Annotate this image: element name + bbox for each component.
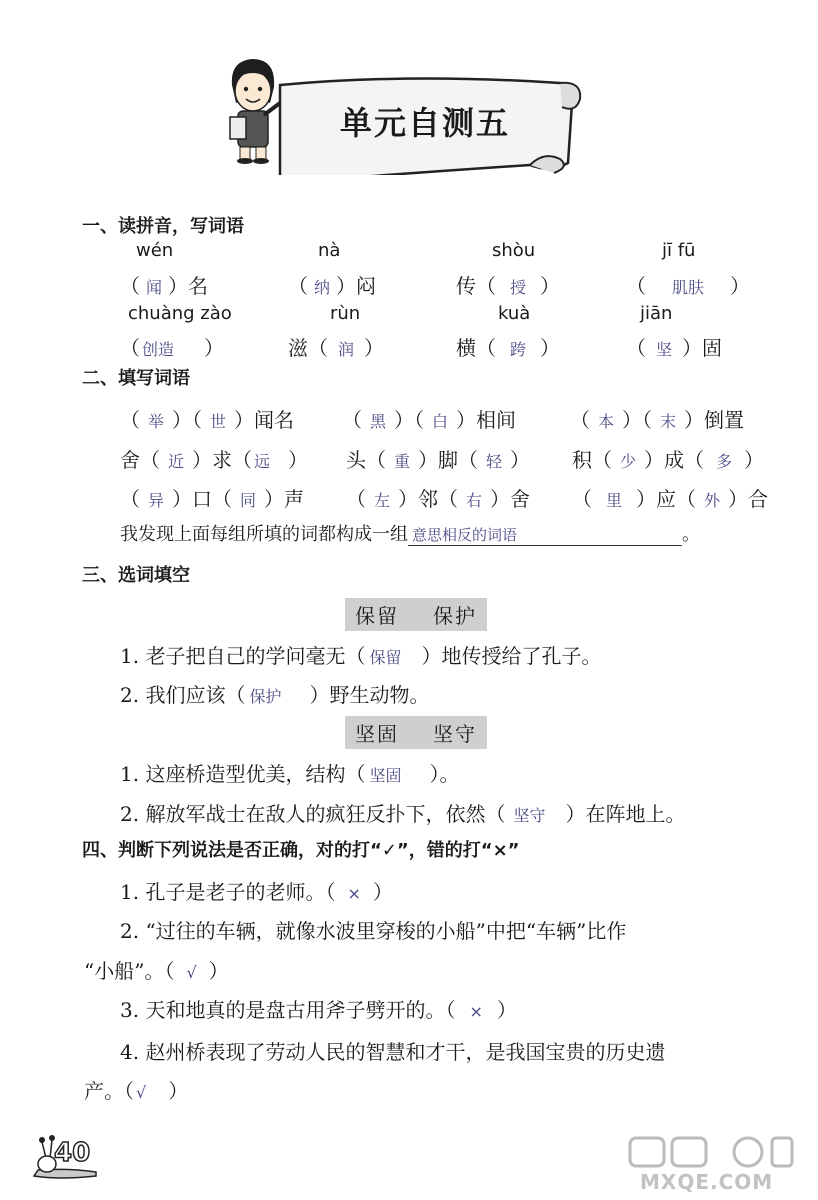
- idiom-item: 头（ 重 ）脚（ 轻 ）: [346, 448, 531, 472]
- idiom-item: 积（ 少 ）成（ 多 ）: [572, 448, 765, 472]
- finding-sentence: 我发现上面每组所填的词都构成一组 意思相反的词语 。: [120, 524, 700, 545]
- idiom-item: （ 本 ）（ 末 ）倒置: [570, 408, 745, 432]
- section-1-heading: 一、读拼音，写词语: [82, 216, 244, 237]
- pinyin-jifu: jī fū: [662, 240, 696, 261]
- pinyin-na: nà: [318, 240, 341, 261]
- judge-question: 4. 赵州桥表现了劳动人民的智慧和才干，是我国宝贵的历史遗: [120, 1040, 666, 1064]
- word-choice-box-1: 保留 保护: [345, 598, 487, 631]
- idiom-item: （ 异 ）口（ 同 ）声: [120, 487, 305, 511]
- word-item: （ 肌肤 ）: [626, 274, 751, 298]
- word-item: 横（ 跨 ）: [456, 336, 561, 360]
- fill-question: 1. 这座桥造型优美，结构（ 坚固 ）。: [120, 762, 460, 786]
- pinyin-kua: kuà: [498, 303, 531, 324]
- finding-answer: 意思相反的词语: [408, 524, 682, 546]
- section-3-heading: 三、选词填空: [82, 565, 190, 586]
- word-item: （ 纳 ）闷: [288, 274, 377, 298]
- judge-question-cont: 产。（ √ ）: [84, 1079, 189, 1103]
- judge-question-cont: “小船”。（ √ ）: [84, 959, 229, 983]
- fill-question: 2. 我们应该（ 保护 ）野生动物。: [120, 683, 430, 707]
- fill-question: 2. 解放军战士在敌人的疯狂反扑下，依然（ 坚守 ）在阵地上。: [120, 802, 686, 826]
- idiom-item: （ 里 ）应（ 外 ）合: [572, 487, 769, 511]
- judge-question: 3. 天和地真的是盘古用斧子劈开的。（ × ）: [120, 998, 517, 1022]
- watermark-logo: [626, 1134, 796, 1170]
- word-item: 传（ 授 ）: [456, 274, 561, 298]
- judge-question: 1. 孔子是老子的老师。（ × ）: [120, 880, 393, 904]
- judge-question: 2. “过往的车辆，就像水波里穿梭的小船”中把“车辆”比作: [120, 919, 627, 943]
- word-item: 滋（ 润 ）: [288, 336, 385, 360]
- pinyin-jian: jiān: [640, 303, 673, 324]
- idiom-item: （ 黑 ）（ 白 ）相间: [342, 408, 517, 432]
- word-item: （ 创造 ）: [120, 336, 225, 360]
- section-4-heading: 四、判断下列说法是否正确，对的打“✓”，错的打“×”: [82, 840, 520, 861]
- pinyin-shou: shòu: [492, 240, 536, 261]
- page-number: 40: [54, 1138, 91, 1168]
- page-title: 单元自测五: [340, 104, 511, 142]
- watermark-text: MXQE.COM: [640, 1170, 774, 1194]
- pinyin-chuangzao: chuàng zào: [128, 303, 232, 324]
- word-item: （ 坚 ）固: [626, 336, 723, 360]
- idiom-item: 舍（ 近 ）求（ 远 ）: [120, 448, 309, 472]
- section-2-heading: 二、填写词语: [82, 368, 190, 389]
- word-choice-box-2: 坚固 坚守: [345, 716, 487, 749]
- word-item: （ 闻 ）名: [120, 274, 209, 298]
- fill-question: 1. 老子把自己的学问毫无（ 保留 ）地传授给了孔子。: [120, 644, 602, 668]
- girl-illustration: [230, 59, 280, 164]
- pinyin-run: rùn: [330, 303, 361, 324]
- idiom-item: （ 左 ）邻（ 右 ）舍: [346, 487, 531, 511]
- pinyin-wen: wén: [136, 240, 174, 261]
- idiom-item: （ 举 ）（ 世 ）闻名: [120, 408, 295, 432]
